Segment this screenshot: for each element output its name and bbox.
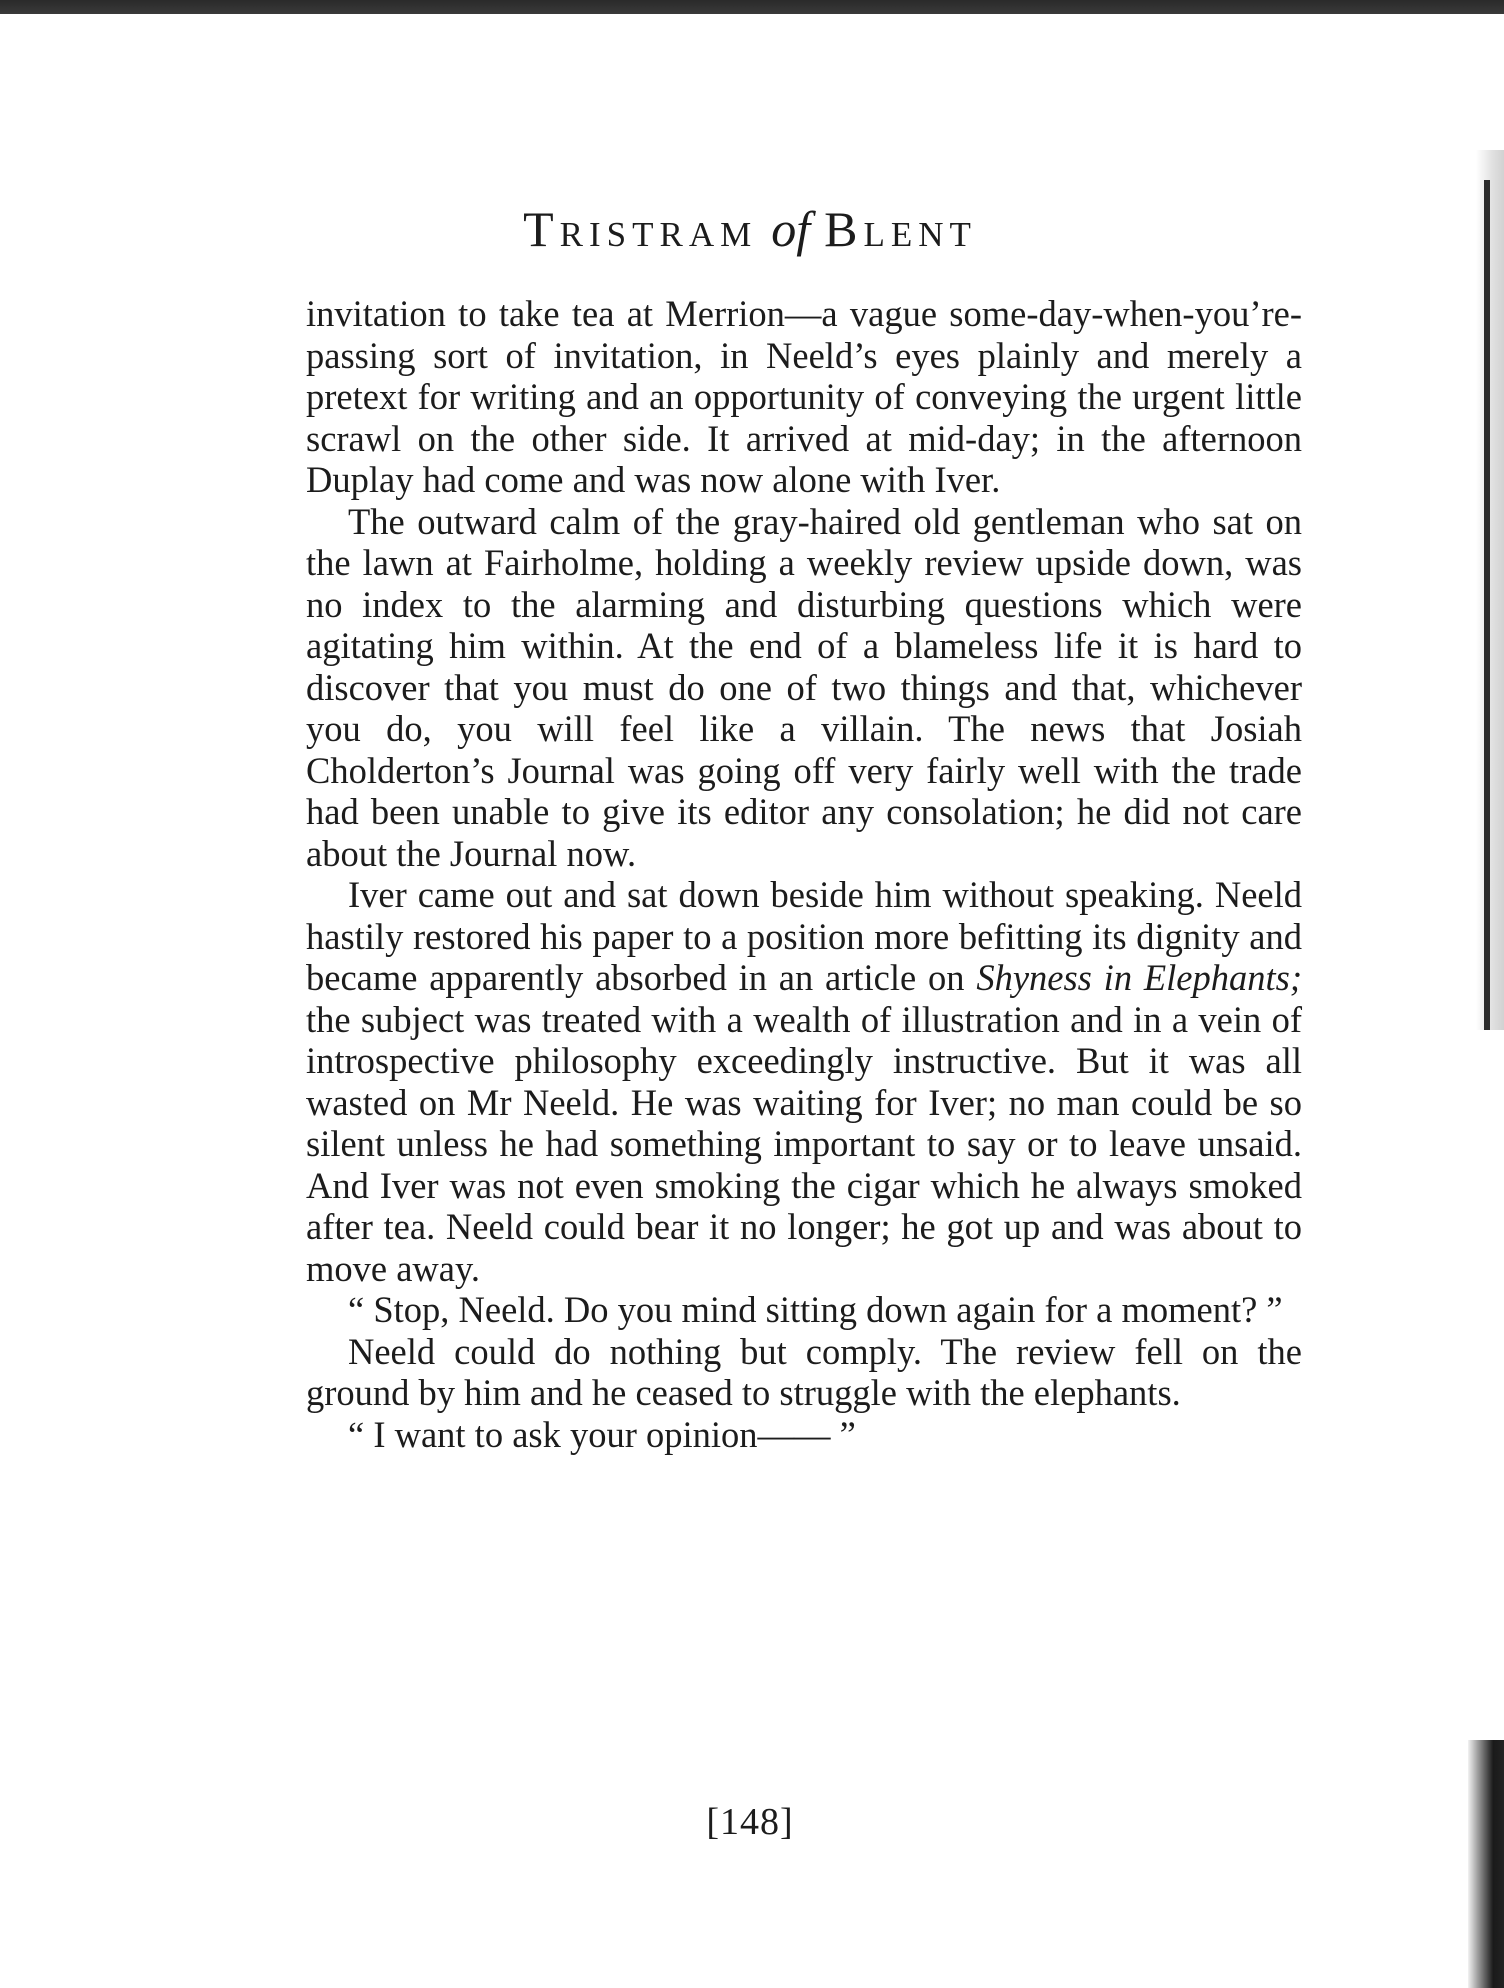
paragraph-1: invitation to take tea at Merrion—a vague some-day-when-you’re-passing sort of invitation, in Neeld’s eyes plainly and merely a pretext for writing and an opportunity of conveying the urgent little scrawl on the other side. It arrived at mid-day; in the afternoon Duplay had come and was now alone with Iver. (306, 293, 1302, 500)
binding-shadow (1476, 150, 1504, 1030)
paragraph-3-after: the subject was treated with a wealth of illustration and in a vein of introspective philosophy exceedingly instructive. But it was all wasted on Mr Neeld. He was waiting for Iver; no man could be so silent unless he had something important to say or to leave unsaid. And Iver was not even smoking the cigar which he always smoked after tea. Neeld could bear it no longer; he got up and was about to move away. (306, 998, 1302, 1289)
paragraph-4: “ Stop, Neeld. Do you mind sitting down again for a moment? ” (348, 1289, 1283, 1330)
paragraph-5: Neeld could do nothing but comply. The review fell on the ground by him and he ceased to struggle with the elephants. (306, 1330, 1302, 1413)
page-number: [148] (706, 1801, 794, 1843)
paragraph-2: The outward calm of the gray-haired old gentleman who sat on the lawn at Fairholme, holding a weekly review upside down, was no index to the alarming and disturbing questions which were agitating him within. At the end of a blameless life it is hard to discover that you must do one of two things and that, whichever you do, you will feel like a villain. The news that Josiah Cholderton’s Journal was going off very fairly well with the trade had been unable to give its editor any consolation; he did not care about the Journal now. (306, 500, 1302, 874)
running-head (300, 200, 1200, 258)
running-head-tristram: Tristram (523, 201, 758, 257)
page-top-edge (0, 0, 1504, 14)
body-text (306, 293, 1302, 1455)
running-head-of: of (771, 201, 811, 257)
running-head-blent: Blent (824, 201, 977, 257)
paragraph-6: “ I want to ask your opinion—— ” (348, 1413, 856, 1455)
article-title: Shyness in Elephants; (976, 957, 1303, 998)
paragraph-3-before: Iver came out and sat down beside him without speaking. Neeld hastily restored his paper to a position more befitting its dignity and became apparently absorbed in an article on (306, 874, 1302, 998)
binding-edge (1484, 180, 1490, 1030)
binding-blot (1468, 1740, 1504, 1988)
paragraph-3 (306, 874, 1302, 1289)
